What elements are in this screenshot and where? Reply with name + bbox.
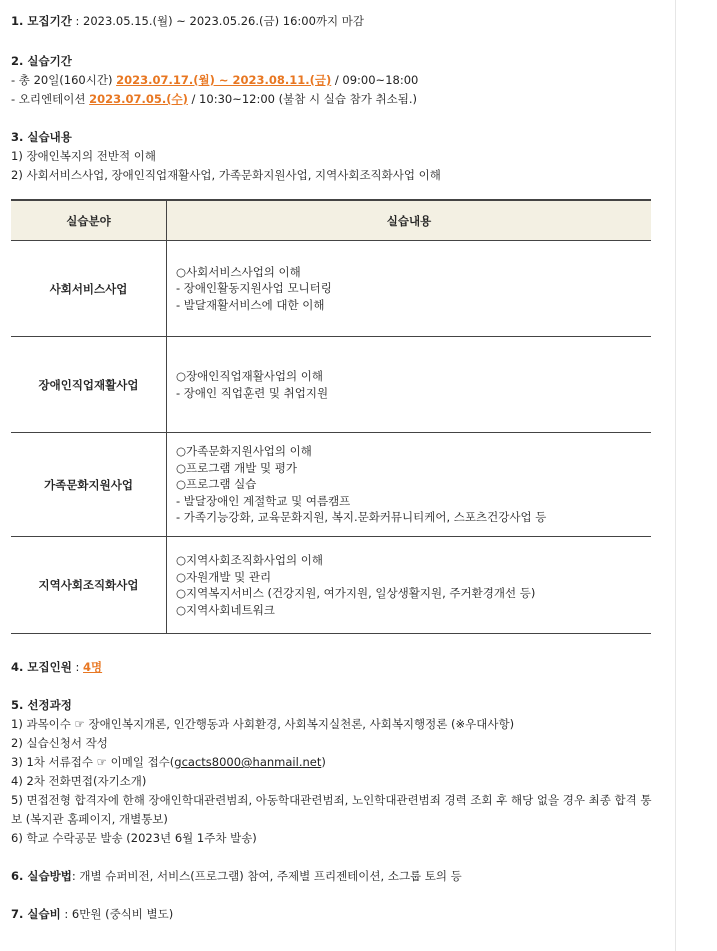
orientation-line [11, 90, 653, 109]
practice-period-line [11, 71, 653, 90]
content-line: ○프로그램 개발 및 평가 [176, 460, 297, 475]
table-header-row [11, 200, 651, 241]
content-line: ○자원개발 및 관리 [176, 569, 272, 584]
content-cell [167, 241, 652, 337]
content-cell [167, 537, 652, 634]
section-title: 7. 실습비 [11, 907, 61, 921]
field-cell: 가족문화지원사업 [11, 433, 167, 537]
field-cell: 지역사회조직화사업 [11, 537, 167, 634]
content-line: ○장애인직업재활사업의 이해 [176, 369, 323, 383]
section-practice-content [11, 128, 653, 185]
content-item: 1) 장애인복지의 전반적 이해 [11, 149, 156, 163]
field-cell: 사회서비스사업 [11, 241, 167, 337]
content-item: 2) 사회서비스사업, 장애인직업재활사업, 가족문화지원사업, 지역사회조직화사업 이해 [11, 168, 441, 182]
section-title: 5. 선정과정 [11, 698, 72, 712]
section-title: 1. 모집기간 [11, 14, 72, 28]
process-step: 5) 면접전형 합격자에 한해 장애인학대관련범죄, 아동학대관련범죄, 노인학대관련범죄 경력 조회 후 해당 없을 경우 최종 합격 통보 (복지관 홈페이지, 개별통보) [11, 793, 652, 826]
page-edge-line [675, 0, 676, 951]
field-cell: 장애인직업재활사업 [11, 337, 167, 433]
section-selection-process [11, 696, 653, 848]
section-title: 2. 실습기간 [11, 54, 72, 68]
section-recruit-period [11, 12, 653, 31]
content-line: - 장애인활동지원사업 모니터링 [176, 281, 332, 296]
practice-table [11, 199, 651, 634]
separator: : [71, 660, 83, 674]
process-step: 1) 과목이수 ☞ 장애인복지개론, 인간행동과 사회환경, 사회복지실천론, 사회복지행정론 (※우대사항) [11, 717, 515, 731]
content-line: ○지역사회네트워크 [176, 602, 275, 617]
email-step-close: ) [321, 755, 326, 769]
section-title: 3. 실습내용 [11, 130, 72, 144]
practice-method-text: : 개별 슈퍼비전, 서비스(프로그램) 참여, 주제별 프리젠테이션, 소그룹 토의 등 [71, 869, 462, 883]
content-line: ○가족문화지원사업의 이해 [176, 444, 312, 459]
content-line: - 발달장애인 계절학교 및 여름캠프 [176, 493, 351, 508]
content-line: ○사회서비스사업의 이해 [176, 264, 301, 279]
practice-dates-highlight: 2023.07.17.(월) ~ 2023.08.11.(금) [116, 73, 332, 87]
section-practice-period [11, 52, 653, 109]
section-recruit-count [11, 658, 653, 677]
practice-period-label: - 총 20일(160시간) [11, 73, 117, 87]
section-practice-method [11, 867, 653, 886]
table-row [11, 433, 651, 537]
content-line: - 장애인 직업훈련 및 취업지원 [176, 385, 329, 400]
section-practice-fee [11, 905, 653, 924]
content-line: - 가족기능강화, 교육문화지원, 복지.문화커뮤니티케어, 스포츠건강사업 등 [176, 510, 547, 525]
process-step: 2) 실습신청서 작성 [11, 736, 108, 750]
table-row [11, 337, 651, 433]
process-step: 6) 학교 수락공문 발송 (2023년 6월 1주차 발송) [11, 831, 257, 845]
section-title: 4. 모집인원 [11, 660, 72, 674]
table-row [11, 241, 651, 337]
content-cell [167, 433, 652, 537]
orientation-hours: / 10:30~12:00 (불참 시 실습 참가 취소됨.) [187, 92, 417, 106]
practice-hours: / 09:00~18:00 [331, 73, 419, 87]
orientation-date-highlight: 2023.07.05.(수) [89, 92, 188, 106]
practice-fee-text: : 6만원 (중식비 별도) [60, 907, 174, 921]
email-step-label: 3) 1차 서류접수 ☞ 이메일 접수( [11, 755, 175, 769]
orientation-label: - 오리엔테이션 [11, 92, 90, 106]
content-cell [167, 337, 652, 433]
process-step [11, 753, 653, 772]
process-step: 4) 2차 전화면접(자기소개) [11, 774, 147, 788]
section-title: 6. 실습방법 [11, 869, 72, 883]
recruitment-notice [11, 12, 653, 924]
table-row [11, 537, 651, 634]
email-link[interactable]: gcacts8000@hanmail.net [174, 755, 322, 769]
content-line: ○프로그램 실습 [176, 477, 257, 492]
header-field: 실습분야 [11, 200, 167, 241]
content-line: ○지역복지서비스 (건강지원, 여가지원, 일상생활지원, 주거환경개선 등) [176, 586, 536, 600]
recruit-count-value: 4명 [83, 660, 103, 674]
content-line: - 발달재활서비스에 대한 이해 [176, 297, 325, 312]
recruit-period-text: : 2023.05.15.(월) ~ 2023.05.26.(금) 16:00까지 마감 [71, 14, 364, 28]
content-line: ○지역사회조직화사업의 이해 [176, 553, 323, 567]
header-content: 실습내용 [167, 200, 652, 241]
